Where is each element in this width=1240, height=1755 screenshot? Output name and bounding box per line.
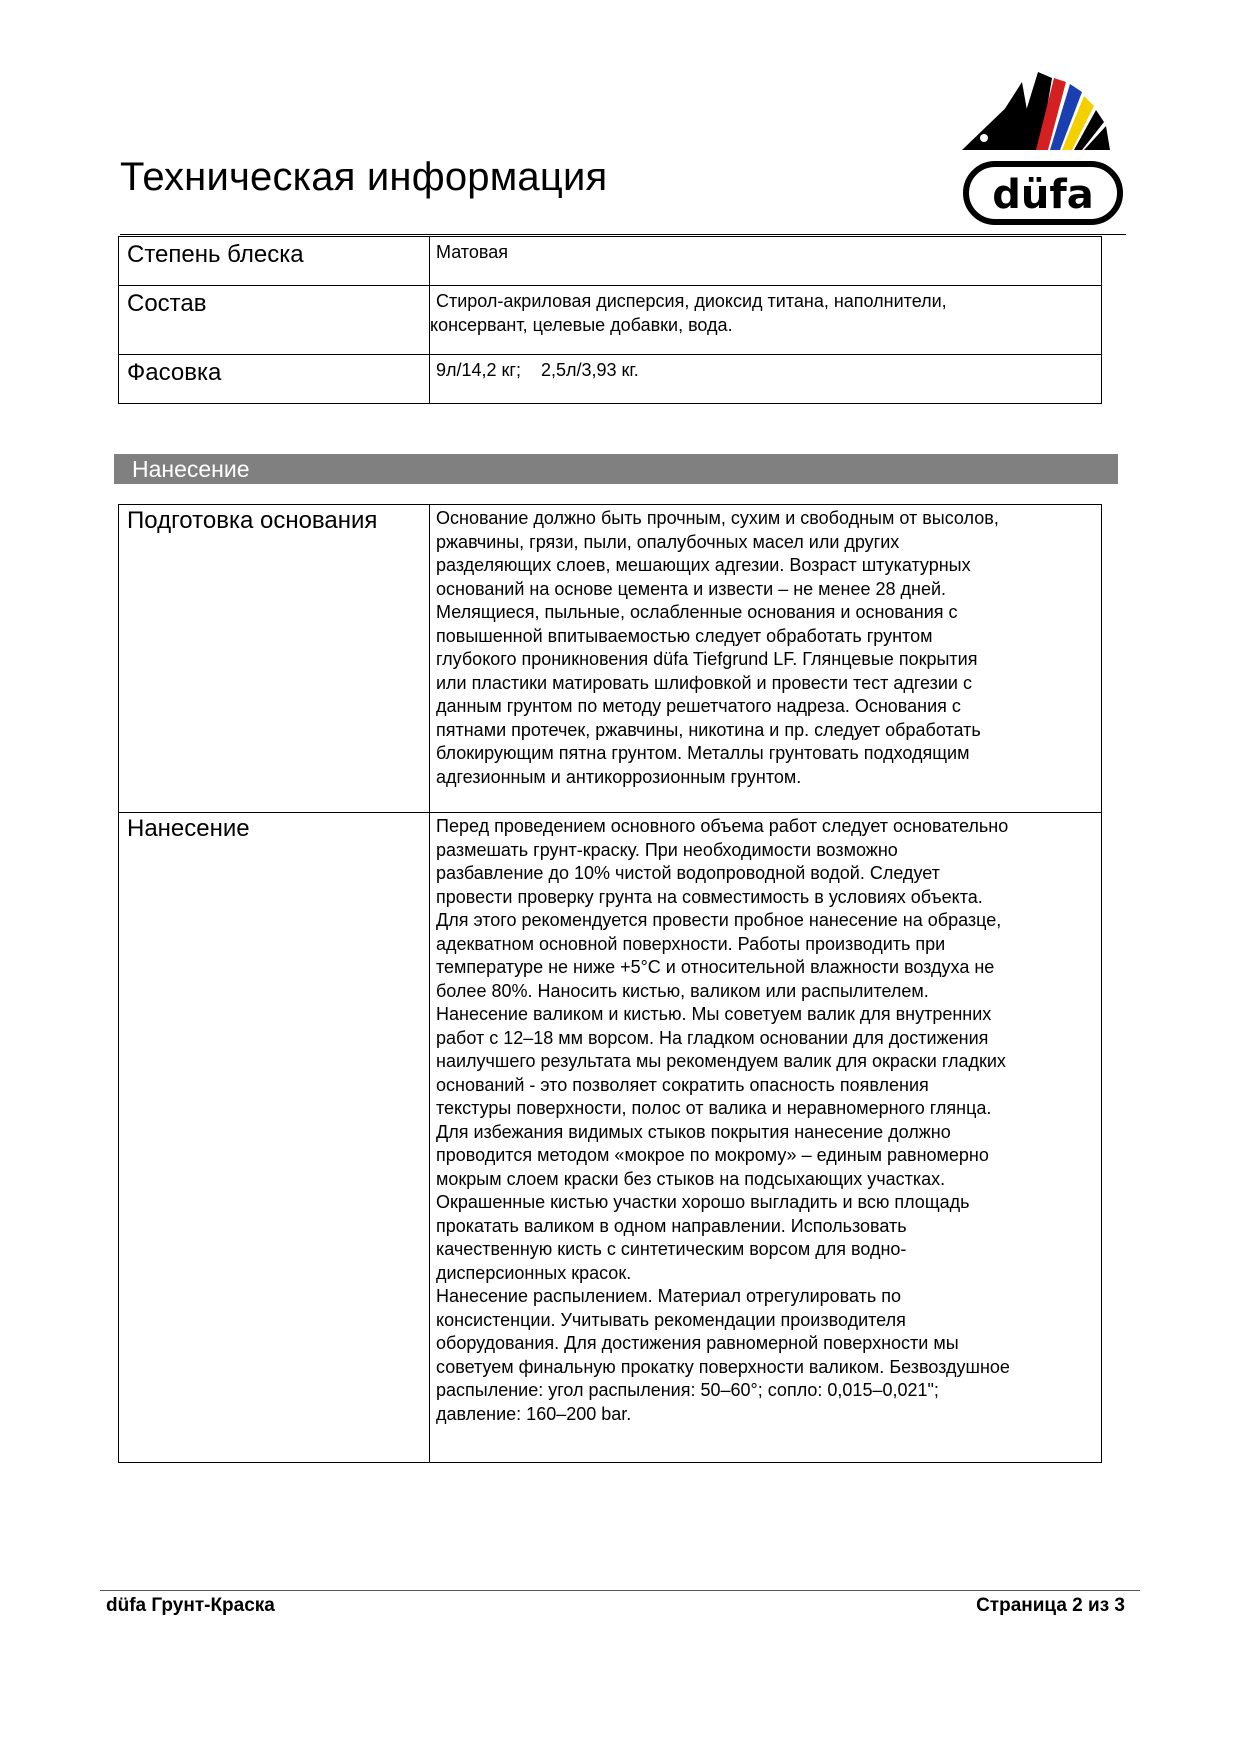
table-row — [119, 237, 1102, 286]
application-label: Нанесение — [119, 813, 430, 1463]
application-table — [118, 504, 1102, 1463]
dufa-logo — [962, 70, 1126, 230]
composition-line-2: консервант, целевые добавки, вода. — [430, 314, 733, 335]
property-value — [430, 286, 1102, 355]
section-heading: Нанесение — [114, 454, 1118, 484]
logo-fan-icon — [962, 72, 1110, 150]
footer-rule — [100, 1590, 1140, 1591]
header-rule — [120, 234, 1126, 235]
property-value: Матовая — [430, 237, 1102, 286]
property-label: Фасовка — [119, 355, 430, 404]
property-label: Степень блеска — [119, 237, 430, 286]
surface-prep-text: Основание должно быть прочным, сухим и свободным от высолов, ржавчины, грязи, пыли, опалубочных масел или других разделяющих слоев, мешающих адгезии. Возраст штукатурных оснований на основе цемента и извести – не менее 28 дней. Мелящиеся, пыльные, ослабленные основания и основания с повышенной впитываемостью следует обработать грунтом глубокого проникновения düfa Tiefgrund LF. Глянцевые покрытия или пластики матировать шлифовкой и провести тест адгезии с данным грунтом по методу решетчатого надреза. Основания с пятнами протечек, ржавчины, никотина и пр. следует обработать блокирующим пятна грунтом. Металлы грунтовать подходящим адгезионным и антикоррозионным грунтом. — [436, 508, 999, 787]
application-label: Подготовка основания — [119, 505, 430, 813]
property-label: Состав — [119, 286, 430, 355]
table-row — [119, 355, 1102, 404]
properties-table — [118, 236, 1102, 404]
application-text — [430, 505, 1102, 813]
table-row — [119, 813, 1102, 1463]
property-value: 9л/14,2 кг; 2,5л/3,93 кг. — [430, 355, 1102, 404]
page-title: Техническая информация — [120, 155, 608, 199]
composition-line-1: Стирол-акриловая дисперсия, диоксид титана, наполнители, — [436, 291, 947, 311]
application-text — [430, 813, 1102, 1463]
footer-product: düfa Грунт-Краска — [106, 1595, 275, 1616]
table-row — [119, 286, 1102, 355]
application-method-text: Перед проведением основного объема работ следует основательно размешать грунт-краску. При необходимости возможно разбавление до 10% чистой водопроводной водой. Следует провести проверку грунта на совместимость в условиях объекта. Для этого рекомендуется провести пробное нанесение на образце, адекватном основной поверхности. Работы производить при температуре не ниже +5°С и относительной влажности воздуха не более 80%. Наносить кистью, валиком или распылителем. Нанесение валиком и кистью. Мы советуем валик для внутренних работ с 12–18 мм ворсом. На гладком основании для достижения наилучшего результата мы рекомендуем валик для окраски гладких оснований - это позволяет сократить опасность появления текстуры поверхности, полос от валика и неравномерного глянца. Для избежания видимых стыков покрытия нанесение должно проводится методом «мокрое по мокрому» – единым равномерно мокрым слоем краски без стыков на подсыхающих участках. Окрашенные кистью участки хорошо выгладить и всю площадь прокатать валиком в одном направлении. Использовать качественную кисть с синтетическим ворсом для водно- дисперсионных красок. Нанесение распылением. Материал отрегулировать по консистенции. Учитывать рекомендации производителя оборудования. Для достижения равномерной поверхности мы советуем финальную прокатку поверхности валиком. Безвоздушное распыление: угол распыления: 50–60°; сопло: 0,015–0,021"; давление: 160–200 bar. — [436, 816, 1010, 1424]
logo-text: düfa — [992, 172, 1094, 218]
table-row — [119, 505, 1102, 813]
footer-page-number: Страница 2 из 3 — [976, 1595, 1125, 1616]
